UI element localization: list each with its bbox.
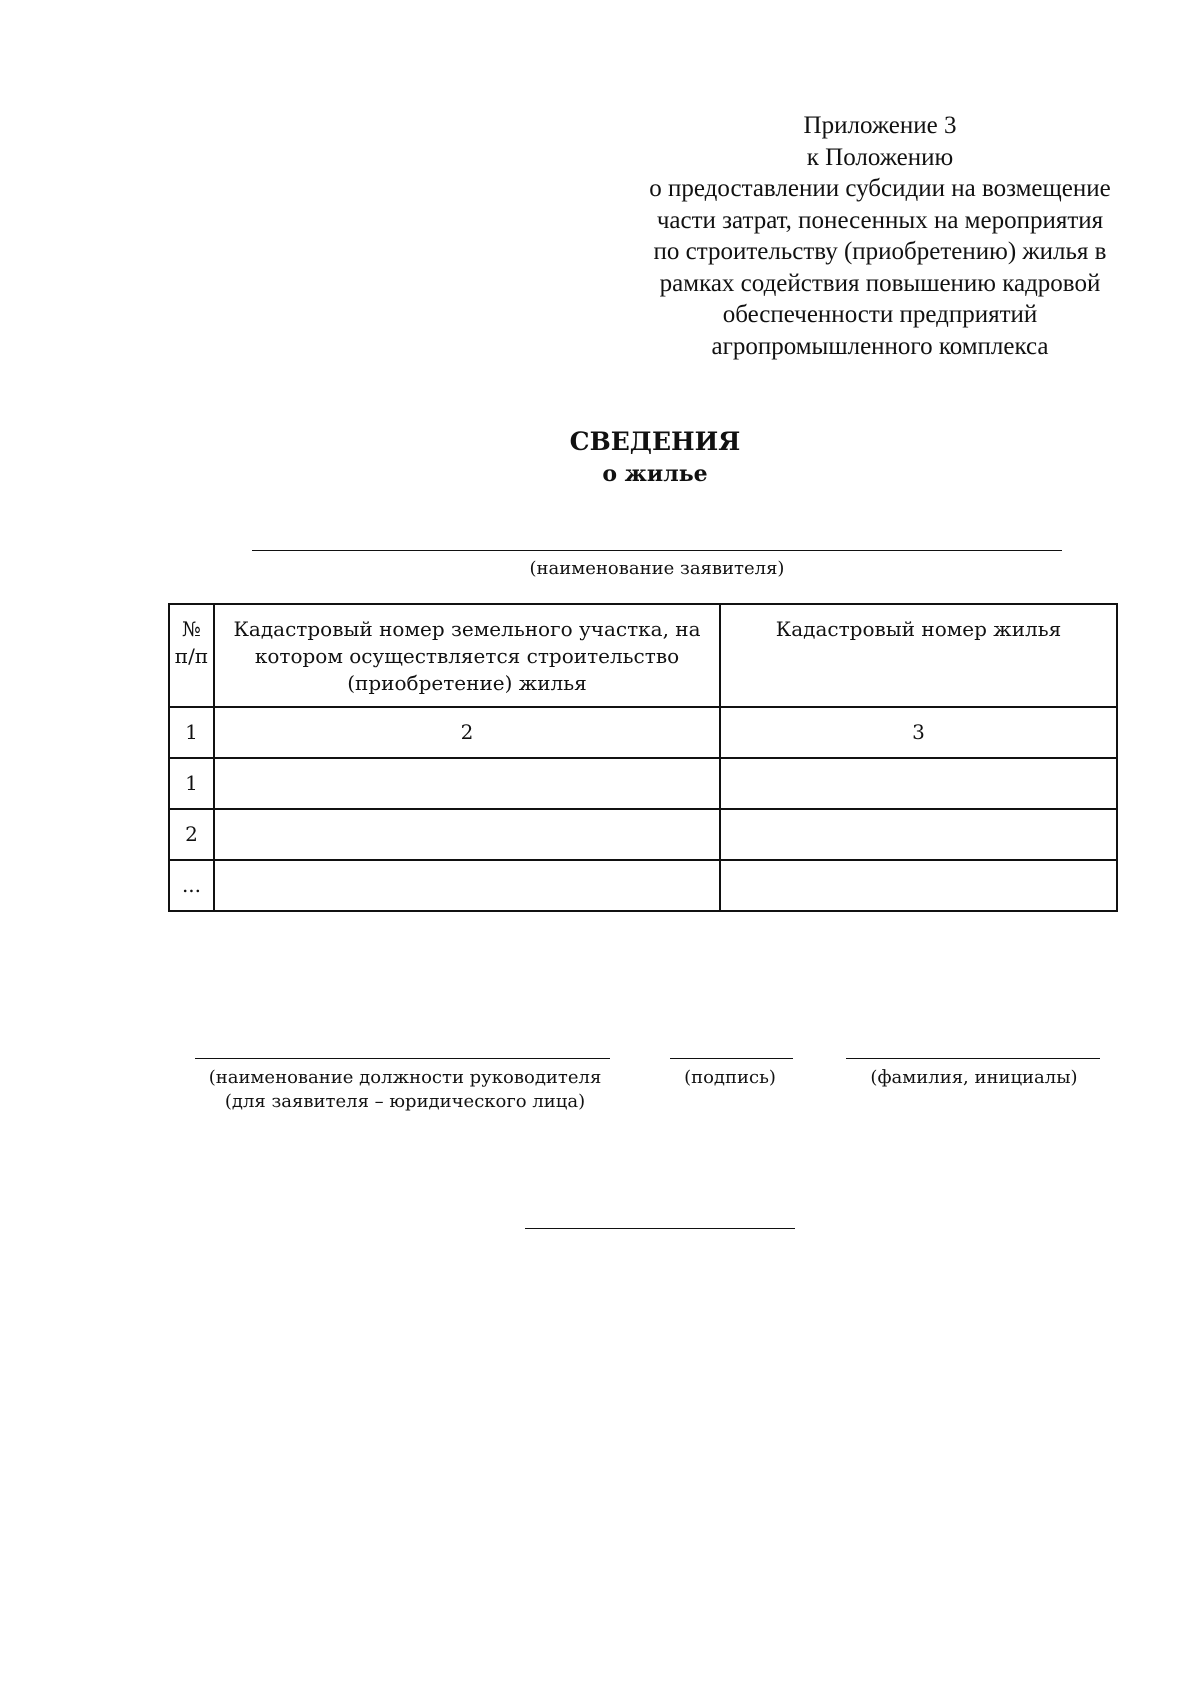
housing-cadastral-cell[interactable] (720, 860, 1117, 911)
column-number: 1 (169, 707, 214, 758)
land-cadastral-cell[interactable] (214, 860, 720, 911)
name-initials-line (846, 1058, 1100, 1059)
applicant-name-line (252, 550, 1062, 551)
document-title-main: СВЕДЕНИЯ (569, 427, 741, 456)
document-title (455, 425, 855, 489)
appendix-line: к Положению (806, 143, 954, 171)
land-cadastral-cell[interactable] (214, 809, 720, 860)
signature-line (670, 1058, 793, 1059)
position-signature-line (195, 1058, 610, 1059)
row-number-cell: 2 (169, 809, 214, 860)
table-header-row (169, 604, 1117, 707)
table-row (169, 860, 1117, 911)
position-caption-line: (наименование должности руководителя (208, 1067, 602, 1088)
appendix-header (600, 110, 1160, 362)
appendix-line: рамках содействия повышению кадровой (659, 269, 1101, 297)
position-caption (190, 1066, 620, 1114)
land-cadastral-cell[interactable] (214, 758, 720, 809)
appendix-line: части затрат, понесенных на мероприятия (656, 206, 1104, 234)
table-column-numbers-row (169, 707, 1117, 758)
applicant-name-caption: (наименование заявителя) (529, 558, 785, 579)
appendix-line: агропромышленного комплекса (711, 332, 1049, 360)
table-row (169, 758, 1117, 809)
appendix-line: по строительству (приобретению) жилья в (653, 238, 1107, 265)
position-caption-line: (для заявителя – юридического лица) (224, 1091, 586, 1112)
housing-cadastral-cell[interactable] (720, 809, 1117, 860)
header-housing-cadastral-number: Кадастровый номер жилья (720, 604, 1117, 707)
appendix-line: о предоставлении субсидии на возмещение (649, 175, 1111, 202)
housing-table (168, 603, 1118, 912)
signature-caption: (подпись) (684, 1067, 776, 1088)
row-number-cell: ... (169, 860, 214, 911)
housing-cadastral-cell[interactable] (720, 758, 1117, 809)
document-title-sub: о жилье (602, 461, 708, 487)
column-number: 3 (720, 707, 1117, 758)
header-land-cadastral-number: Кадастровый номер земельного участка, на котором осуществляется строительство (приобретение) жилья (214, 604, 720, 707)
header-number: № п/п (169, 604, 214, 707)
date-line (525, 1228, 795, 1229)
name-initials-caption: (фамилия, инициалы) (870, 1067, 1078, 1088)
column-number: 2 (214, 707, 720, 758)
appendix-line: обеспеченности предприятий (722, 301, 1038, 328)
appendix-line: Приложение 3 (803, 112, 957, 139)
table-row (169, 809, 1117, 860)
row-number-cell: 1 (169, 758, 214, 809)
